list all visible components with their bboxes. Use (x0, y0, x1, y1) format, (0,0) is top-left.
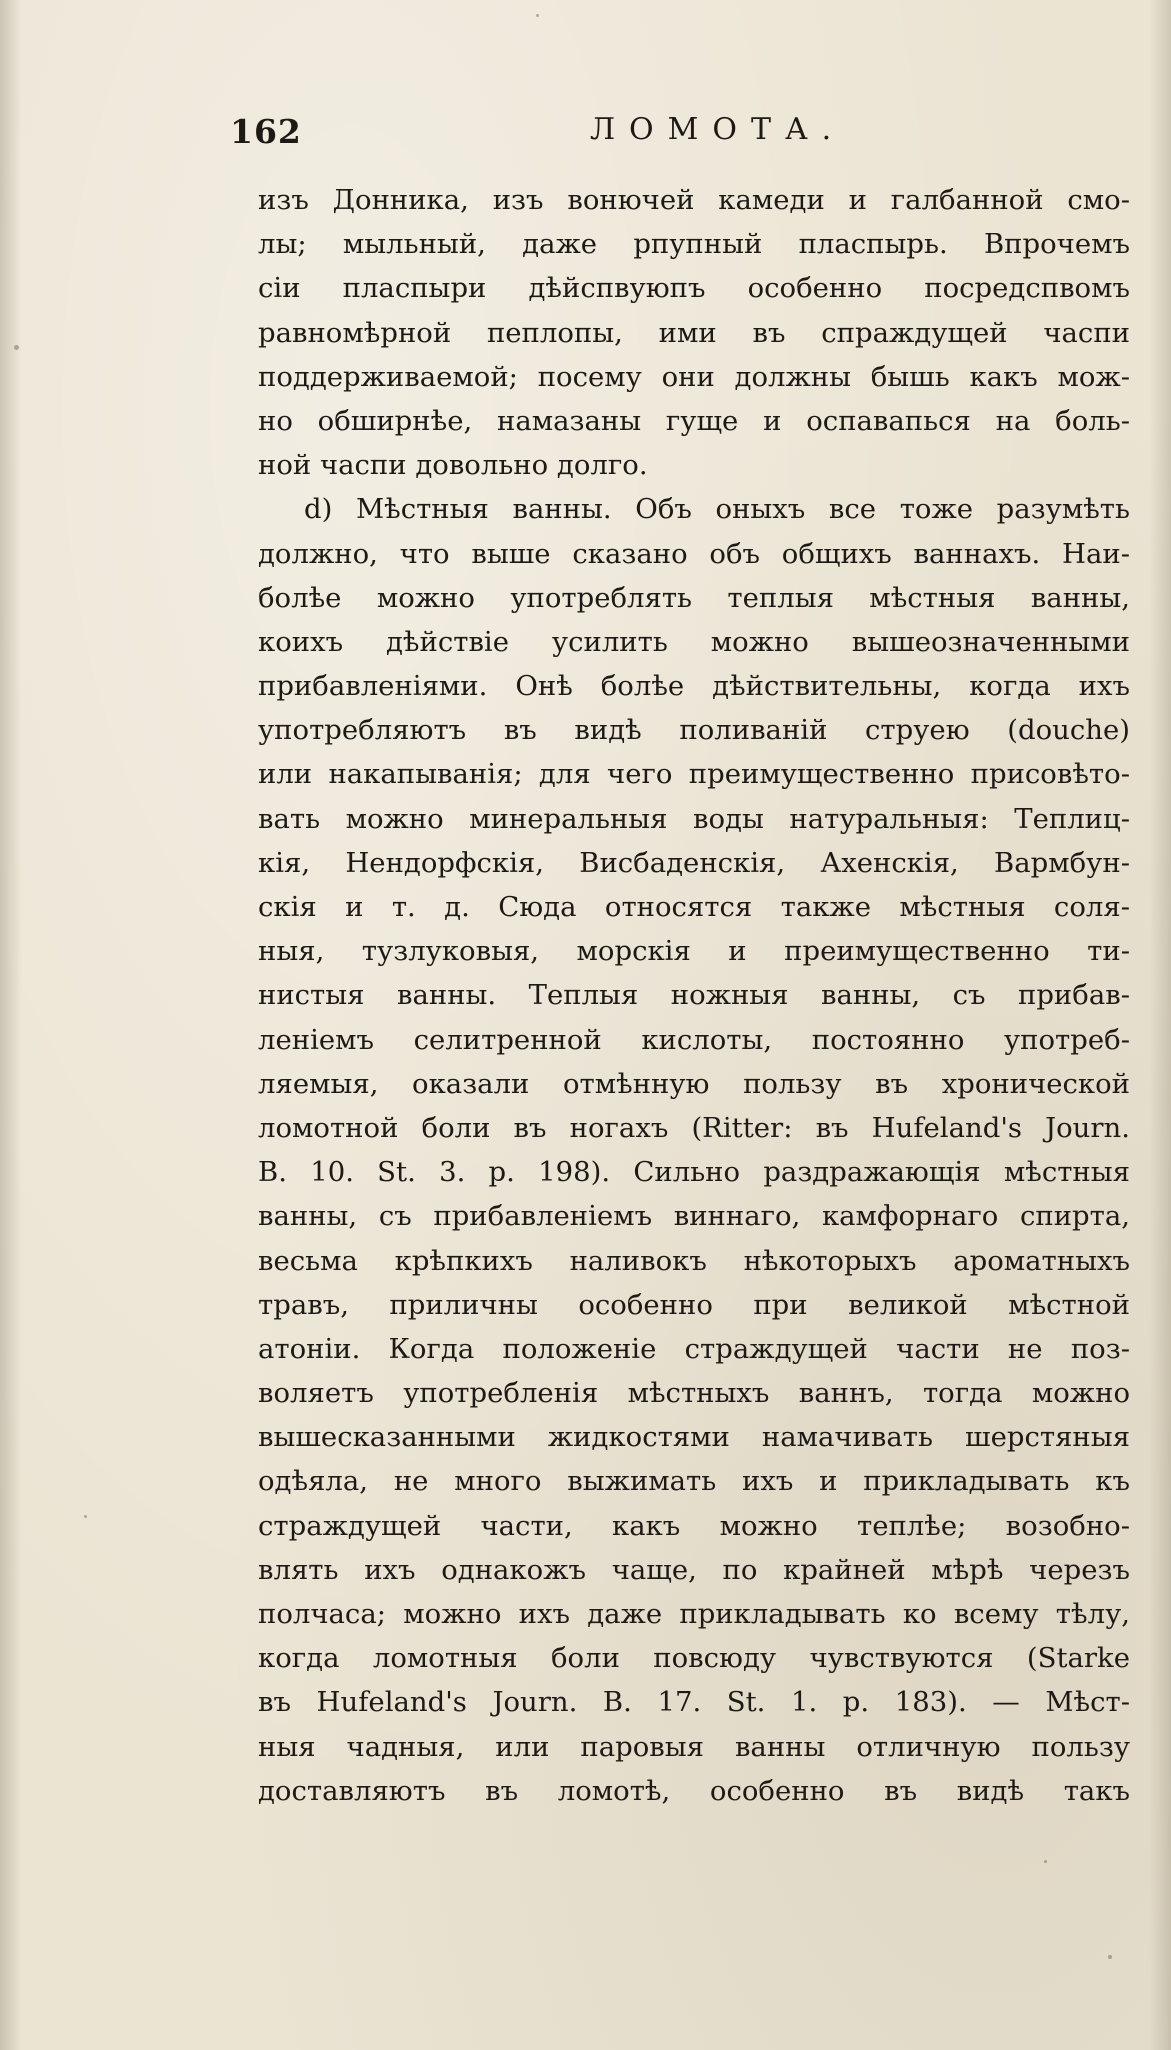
text-line: изъ Донника, изъ вонючей камеди и галбанной смо- (258, 184, 1130, 216)
text-line: воляетъ употребленія мѣстныхъ ваннъ, тогда можно (258, 1377, 1130, 1410)
text-line: нистыя ванны. Теплыя ножныя ванны, съ прибав- (258, 979, 1130, 1012)
text-line: травъ, приличны особенно при великой мѣстной (258, 1288, 1130, 1321)
text-line: ванны, съ прибавленіемъ виннаго, камфорнаго спирта, (258, 1200, 1130, 1233)
text-line: ляемыя, оказали отмѣнную пользу въ хронической (258, 1067, 1130, 1100)
running-title: ЛОМОТА. (590, 112, 846, 147)
page-edge-shadow-left (0, 0, 22, 2050)
text-line: ныя чадныя, или паровыя ванны отличную пользу (258, 1730, 1130, 1763)
text-line: одѣяла, не много выжимать ихъ и прикладывать къ (258, 1465, 1130, 1498)
text-line: коихъ дѣйствіе усилить можно вышеозначенными (258, 625, 1130, 658)
text-line: доставляютъ въ ломотѣ, особенно въ видѣ такъ (258, 1774, 1130, 1807)
page-number: 162 (230, 112, 302, 151)
text-line: ломотной боли въ ногахъ (Ritter: въ Hufeland's Journ. (258, 1111, 1130, 1144)
text-line: въ Hufeland's Journ. B. 17. St. 1. p. 183). — Мѣст- (258, 1686, 1130, 1719)
text-line: кія, Нендорфскія, Висбаденскія, Ахенскія, Вармбун- (258, 846, 1130, 879)
text-line: B. 10. St. 3. p. 198). Сильно раздражающія мѣстныя (258, 1156, 1130, 1189)
text-line: страждущей части, какъ можно теплѣе; возобно- (258, 1509, 1130, 1542)
text-line: скія и т. д. Сюда относятся также мѣстныя соля- (258, 891, 1130, 923)
page-header (230, 112, 1130, 162)
text-line: болѣе можно употреблять теплыя мѣстныя ванны, (258, 581, 1130, 614)
text-line: сіи пласпыри дѣйспвуюпъ особенно посредспвомъ (258, 272, 1130, 305)
text-line: когда ломотныя боли повсюду чувствуются (Starke (258, 1642, 1130, 1675)
text-line: но обширнѣе, намазаны гуще и оспавапься на боль- (258, 404, 1130, 437)
text-line: поддерживаемой; посему они должны бышь какъ мож- (258, 360, 1130, 393)
text-line: прибавленіями. Онѣ болѣе дѣйствительны, когда ихъ (258, 670, 1130, 703)
text-line: d) Мѣстныя ванны. Объ оныхъ все тоже разумѣть (304, 493, 1130, 526)
text-line: влять ихъ однакожъ чаще, по крайней мѣрѣ черезъ (258, 1553, 1130, 1586)
text-line: ной часпи довольно долго. (258, 449, 648, 482)
text-line: должно, что выше сказано объ общихъ ваннахъ. Наи- (258, 537, 1130, 570)
text-line: вышесказанными жидкостями намачивать шерстяныя (258, 1421, 1130, 1454)
text-line: весьма крѣпкихъ наливокъ нѣкоторыхъ ароматныхъ (258, 1244, 1130, 1277)
body-text (258, 178, 1130, 1813)
text-line: равномѣрной пеплопы, ими въ спраждущей часпи (258, 316, 1130, 349)
text-line: или накапыванія; для чего преимущественно присовѣто- (258, 758, 1130, 791)
text-line: леніемъ селитренной кислоты, постоянно употреб- (258, 1023, 1130, 1056)
text-line: полчаса; можно ихъ даже прикладывать ко всему тѣлу, (258, 1598, 1130, 1630)
text-line: употребляютъ въ видѣ поливаній струею (douche) (258, 714, 1130, 747)
text-line: атоніи. Когда положеніе страждущей части не поз- (258, 1332, 1130, 1365)
text-line: ныя, тузлуковыя, морскія и преимущественно ти- (258, 935, 1130, 968)
page-edge-shadow-right (1149, 0, 1171, 2050)
text-line: вать можно минеральныя воды натуральныя: Теплиц- (258, 802, 1130, 835)
text-line: лы; мыльный, даже рпупный пласпырь. Впрочемъ (258, 228, 1130, 261)
